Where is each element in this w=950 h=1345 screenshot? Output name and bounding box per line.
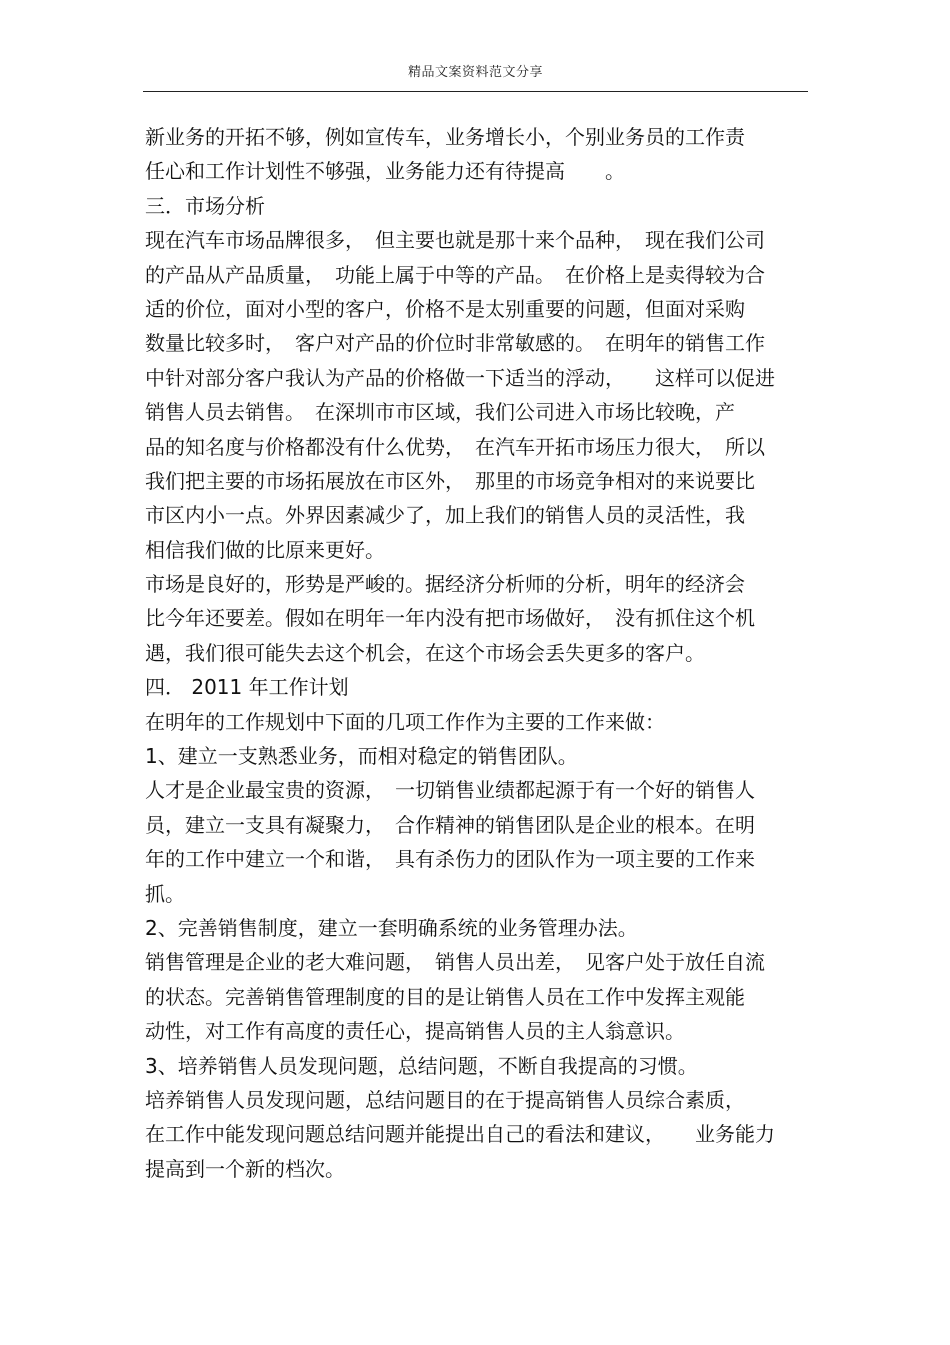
text-line-8: 中针对部分客户我认为产品的价格做一下适当的浮动， 这样可以促进 bbox=[145, 365, 775, 390]
list-item-3-heading: 3、培养销售人员发现问题，总结问题，不断自我提高的习惯。 bbox=[145, 1053, 698, 1078]
header-divider bbox=[143, 91, 808, 92]
text-line-13: 相信我们做的比原来更好。 bbox=[145, 537, 385, 562]
text-line-25: 销售管理是企业的老大难问题， 销售人员出差， 见客户处于放任自流 bbox=[145, 950, 765, 975]
text-line-31: 提高到一个新的档次。 bbox=[145, 1156, 345, 1181]
text-line-10: 品的知名度与价格都没有什么优势， 在汽车开拓市场压力很大， 所以 bbox=[145, 434, 765, 459]
text-line-18: 在明年的工作规划中下面的几项工作作为主要的工作来做： bbox=[145, 709, 665, 734]
text-line-4: 现在汽车市场品牌很多， 但主要也就是那十来个品种， 现在我们公司 bbox=[145, 228, 765, 253]
text-line-5: 的产品从产品质量， 功能上属于中等的产品。 在价格上是卖得较为合 bbox=[145, 262, 765, 287]
text-line-22: 年的工作中建立一个和谐， 具有杀伤力的团队作为一项主要的工作来 bbox=[145, 847, 755, 872]
text-line-26: 的状态。完善销售管理制度的目的是让销售人员在工作中发挥主观能 bbox=[145, 984, 745, 1009]
document-body bbox=[145, 120, 810, 1186]
page-header: 精品文案资料范文分享 bbox=[407, 65, 543, 80]
text-line-27: 动性，对工作有高度的责任心，提高销售人员的主人翁意识。 bbox=[145, 1019, 685, 1044]
text-line-12: 市区内小一点。外界因素减少了，加上我们的销售人员的灵活性，我 bbox=[145, 503, 745, 528]
text-line-16: 遇，我们很可能失去这个机会，在这个市场会丢失更多的客户。 bbox=[145, 640, 705, 665]
text-line-23: 抓。 bbox=[145, 881, 185, 906]
text-line-2: 任心和工作计划性不够强，业务能力还有待提高 。 bbox=[145, 159, 625, 184]
text-line-15: 比今年还要差。假如在明年一年内没有把市场做好， 没有抓住这个机 bbox=[145, 606, 755, 631]
text-line-14: 市场是良好的，形势是严峻的。据经济分析师的分析，明年的经济会 bbox=[145, 572, 745, 597]
text-line-9: 销售人员去销售。 在深圳市市区域，我们公司进入市场比较晚，产 bbox=[145, 400, 735, 425]
list-item-1-heading: 1、建立一支熟悉业务，而相对稳定的销售团队。 bbox=[145, 744, 578, 769]
text-line-6: 适的价位，面对小型的客户，价格不是太别重要的问题，但面对采购 bbox=[145, 296, 745, 321]
text-line-11: 我们把主要的市场拓展放在市区外， 那里的市场竞争相对的来说要比 bbox=[145, 468, 755, 493]
section-heading-market-analysis: 三．市场分析 bbox=[145, 193, 265, 218]
text-line-30: 在工作中能发现问题总结问题并能提出自己的看法和建议， 业务能力 bbox=[145, 1122, 775, 1147]
section-heading-work-plan: 四． 2011 年工作计划 bbox=[145, 675, 349, 700]
text-line-7: 数量比较多时， 客户对产品的价位时非常敏感的。 在明年的销售工作 bbox=[145, 331, 765, 356]
list-item-2-heading: 2、完善销售制度，建立一套明确系统的业务管理办法。 bbox=[145, 915, 638, 940]
text-line-29: 培养销售人员发现问题，总结问题目的在于提高销售人员综合素质， bbox=[145, 1087, 745, 1112]
text-line-20: 人才是企业最宝贵的资源， 一切销售业绩都起源于有一个好的销售人 bbox=[145, 778, 755, 803]
text-line-21: 员，建立一支具有凝聚力， 合作精神的销售团队是企业的根本。在明 bbox=[145, 812, 755, 837]
text-line-1: 新业务的开拓不够，例如宣传车，业务增长小，个别业务员的工作责 bbox=[145, 125, 745, 149]
